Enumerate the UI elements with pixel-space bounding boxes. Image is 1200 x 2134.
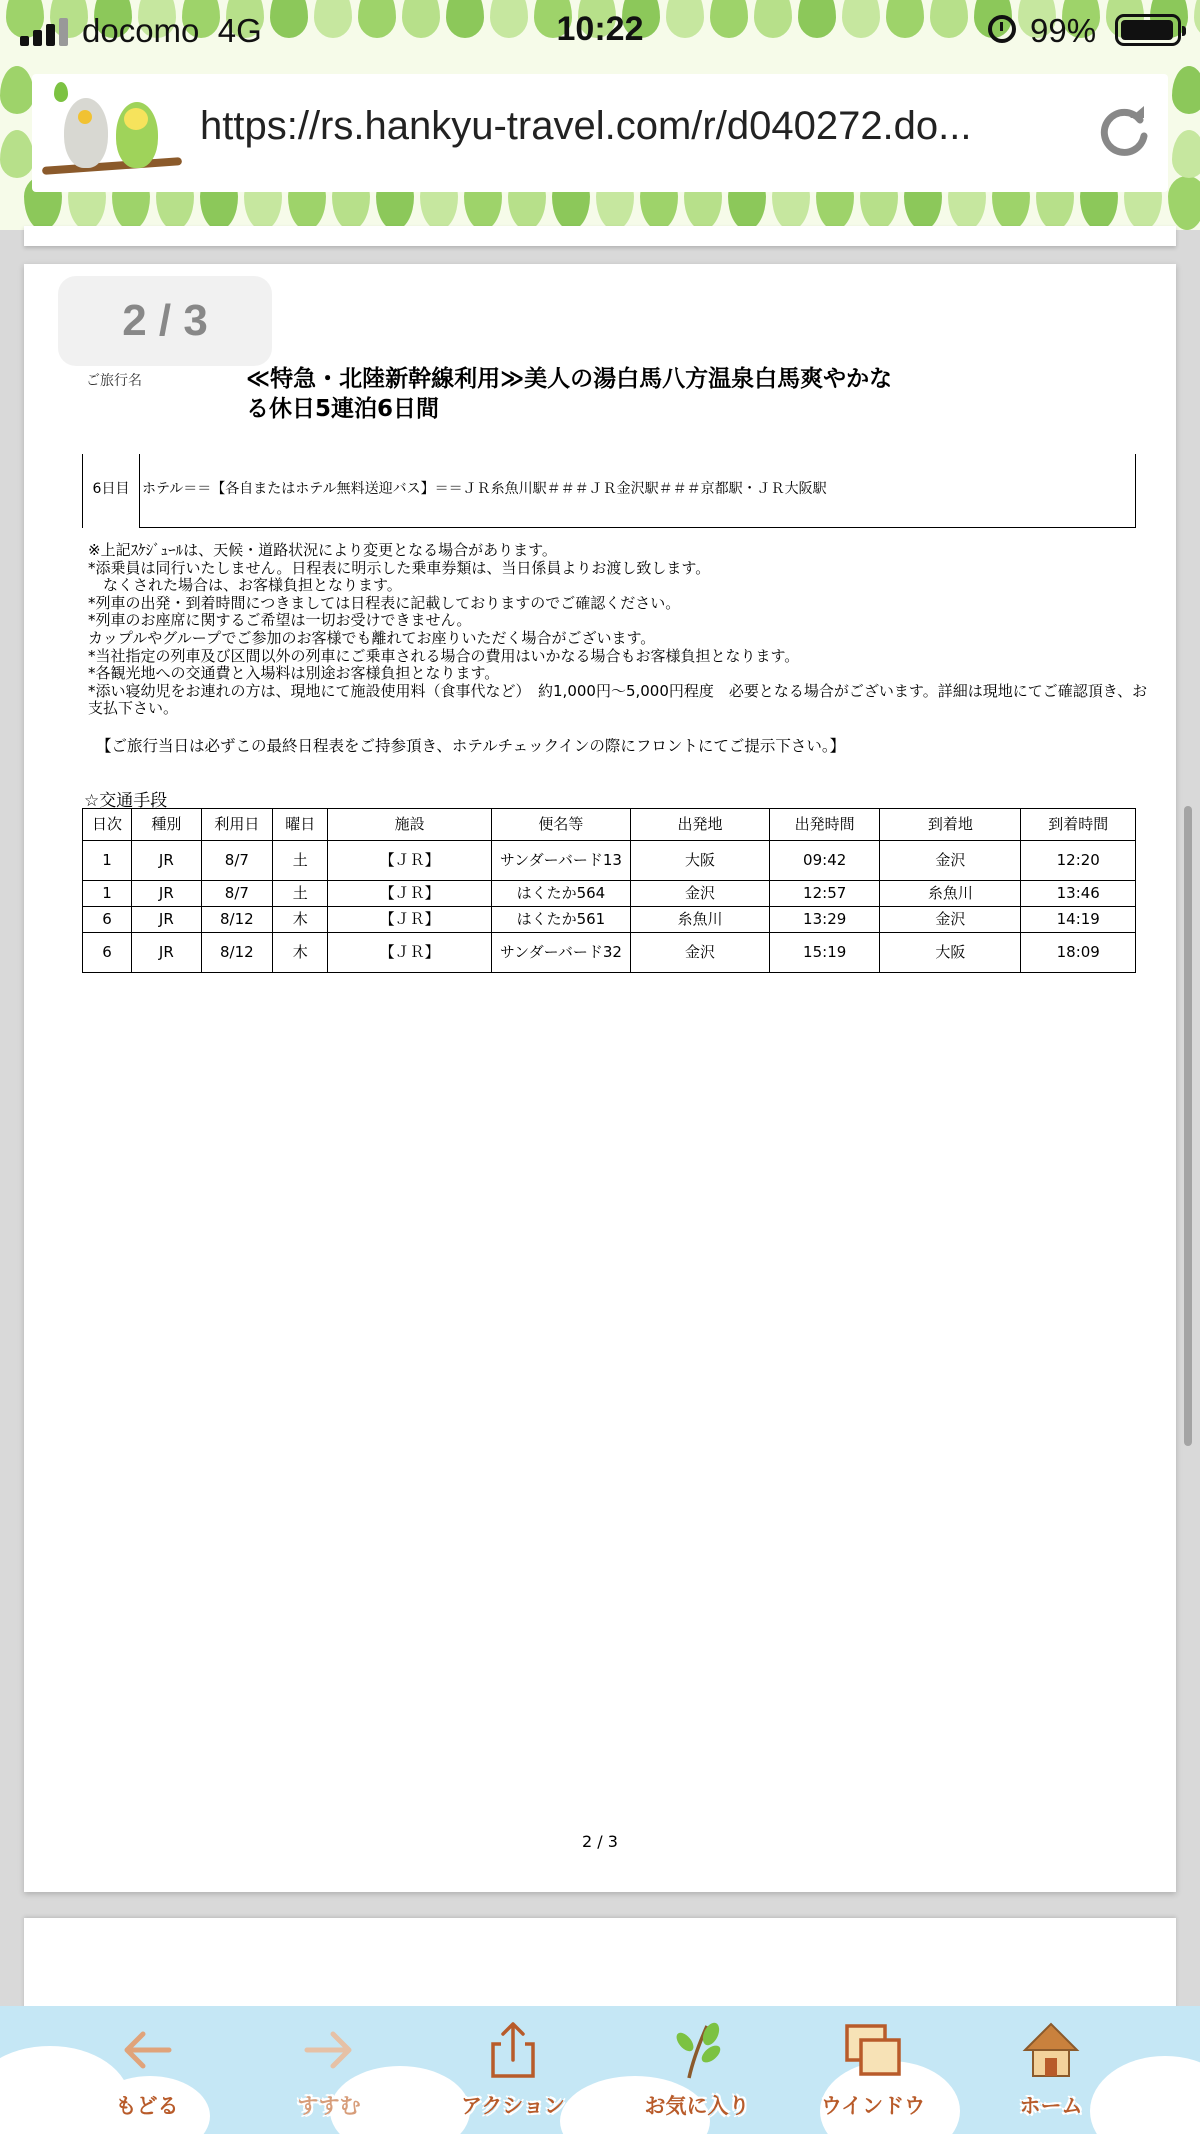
transport-table [82,808,1136,973]
leaf-decoration [1172,66,1200,114]
table-cell: 土 [273,841,328,881]
windows-icon [843,2020,903,2080]
column-header: 日次 [83,809,132,841]
tour-name-label: ご旅行名 [86,373,142,389]
page-indicator: 2 / 3 [58,276,272,366]
table-cell: 15:19 [769,933,879,973]
table-cell: JR [132,933,202,973]
table-cell: 14:19 [1021,907,1136,933]
note-line: ※上記ｽｹｼﾞｭｰﾙは、天候・道路状況により変更となる場合があります。 [88,541,557,559]
leaf-decoration [1168,176,1200,230]
table-cell: 8/12 [201,907,273,933]
battery-icon [1115,14,1181,46]
url-text[interactable]: https://rs.hankyu-travel.com/r/d040272.do... [200,104,972,148]
table-row [83,907,1136,933]
table-cell: 金沢 [880,907,1021,933]
pdf-page [24,264,1176,1892]
tour-title: ≪特急・北陸新幹線利用≫美人の湯白馬八方温泉白馬爽やかな る休日5連泊6日間 [246,366,893,422]
table-cell: 6 [83,907,132,933]
note-line: *各観光地への交通費と入場料は別途お客様負担となります。 [88,664,500,683]
table-cell: サンダーバード13 [491,841,630,881]
previous-page-edge [24,226,1176,246]
forward-label: すすむ [297,2094,361,2118]
carrier-label: docomo 4G [82,12,262,49]
table-cell: 糸魚川 [880,881,1021,907]
forward-button[interactable] [254,2006,404,2134]
note-line: *添い寝幼児をお連れの方は、現地にて施設使用料（食事代など） 約1,000円～5,000円程度 必要となる場合がございます。詳細は現地にてご確認頂き、お支払下さい。 [88,681,1148,718]
table-cell: 【ＪＲ】 [328,933,492,973]
table-cell: 8/7 [201,881,273,907]
column-header: 到着時間 [1021,809,1136,841]
table-cell: 木 [273,933,328,973]
scrollbar[interactable] [1184,806,1192,1446]
house-icon [1021,2020,1081,2080]
table-cell: 12:57 [769,881,879,907]
column-header: 種別 [132,809,202,841]
table-cell: 金沢 [880,841,1021,881]
window-button[interactable] [798,2006,948,2134]
table-cell: 6 [83,933,132,973]
checkin-notice: 【ご旅行当日は必ずこの最終日程表をご持参頂き、ホテルチェックインの際にフロントにてご提示下さい。】 [96,737,846,755]
table-cell: 1 [83,881,132,907]
table-cell: 大阪 [630,841,769,881]
back-button[interactable] [72,2006,222,2134]
table-cell: 【ＪＲ】 [328,881,492,907]
table-cell: 12:20 [1021,841,1136,881]
network-label: 4G [217,12,262,49]
back-label: もどる [115,2094,179,2118]
table-cell: 【ＪＲ】 [328,907,492,933]
leaf-decoration [1172,130,1200,178]
share-icon [483,2020,543,2080]
table-cell: 木 [273,907,328,933]
table-cell: 金沢 [630,933,769,973]
status-bar [0,0,1200,62]
forward-arrow-icon [299,2020,359,2080]
birds-logo-icon [32,74,192,192]
notes-block [88,542,1148,718]
leaf-decoration [0,66,34,114]
column-header: 曜日 [273,809,328,841]
url-bar[interactable] [32,74,1168,192]
note-line: *添乗員は同行いたしません。日程表に明示した乗車券類は、当日係員よりお渡し致します。 [88,558,711,577]
action-button[interactable] [438,2006,588,2134]
table-cell: 金沢 [630,881,769,907]
favorites-label: お気に入り [644,2094,750,2118]
day-label: 6日目 [82,454,140,528]
home-button[interactable] [976,2006,1126,2134]
column-header: 到着地 [880,809,1021,841]
table-cell: 8/12 [201,933,273,973]
favorites-button[interactable] [622,2006,772,2134]
leaf-branch-icon [667,2020,727,2080]
column-header: 便名等 [491,809,630,841]
status-time: 10:22 [556,10,644,48]
table-cell: 1 [83,841,132,881]
window-label: ウインドウ [820,2094,926,2118]
action-label: アクション [461,2094,565,2118]
day-route: ホテル＝＝【各自またはホテル無料送迎バス】＝＝ＪＲ糸魚川駅＃＃＃ＪＲ金沢駅＃＃＃京都駅・ＪＲ大阪駅 [140,454,1136,528]
table-row [83,841,1136,881]
battery-percent: 99% [1030,12,1097,49]
leaf-decoration [0,130,34,178]
table-cell: JR [132,841,202,881]
column-header: 利用日 [201,809,273,841]
note-line: *列車の出発・到着時間につきましては日程表に記載しておりますのでご確認ください。 [88,593,681,612]
table-cell: はくたか561 [491,907,630,933]
table-cell: 糸魚川 [630,907,769,933]
table-cell: 【ＪＲ】 [328,841,492,881]
column-header: 出発時間 [769,809,879,841]
table-cell: 8/7 [201,841,273,881]
transport-section-title: ☆交通手段 [84,791,168,811]
table-row [83,881,1136,907]
page-number-footer: 2 / 3 [582,1832,618,1851]
table-cell: 大阪 [880,933,1021,973]
table-cell: JR [132,881,202,907]
column-header: 出発地 [630,809,769,841]
itinerary-day-row [82,454,1136,528]
table-cell: 18:09 [1021,933,1136,973]
browser-header [0,0,1200,230]
note-line: なくされた場合は、お客様負担となります。 [88,576,402,595]
bottom-toolbar [0,2006,1200,2134]
note-line: カップルやグループでご参加のお客様でも離れてお座りいただく場合がございます。 [88,628,656,647]
home-label: ホーム [1019,2094,1083,2118]
table-header-row [83,809,1136,841]
note-line: *当社指定の列車及び区間以外の列車にご乗車される場合の費用はいかなる場合もお客様負担となります。 [88,646,800,665]
back-arrow-icon [117,2020,177,2080]
table-cell: 09:42 [769,841,879,881]
table-cell: 13:46 [1021,881,1136,907]
alarm-icon [988,15,1016,43]
reload-icon[interactable] [1096,104,1152,160]
note-line: *列車のお座席に関するご希望は一切お受けできません。 [88,611,472,630]
column-header: 施設 [328,809,492,841]
table-cell: はくたか564 [491,881,630,907]
table-cell: 土 [273,881,328,907]
table-cell: 13:29 [769,907,879,933]
table-cell: サンダーバード32 [491,933,630,973]
table-row [83,933,1136,973]
table-cell: JR [132,907,202,933]
